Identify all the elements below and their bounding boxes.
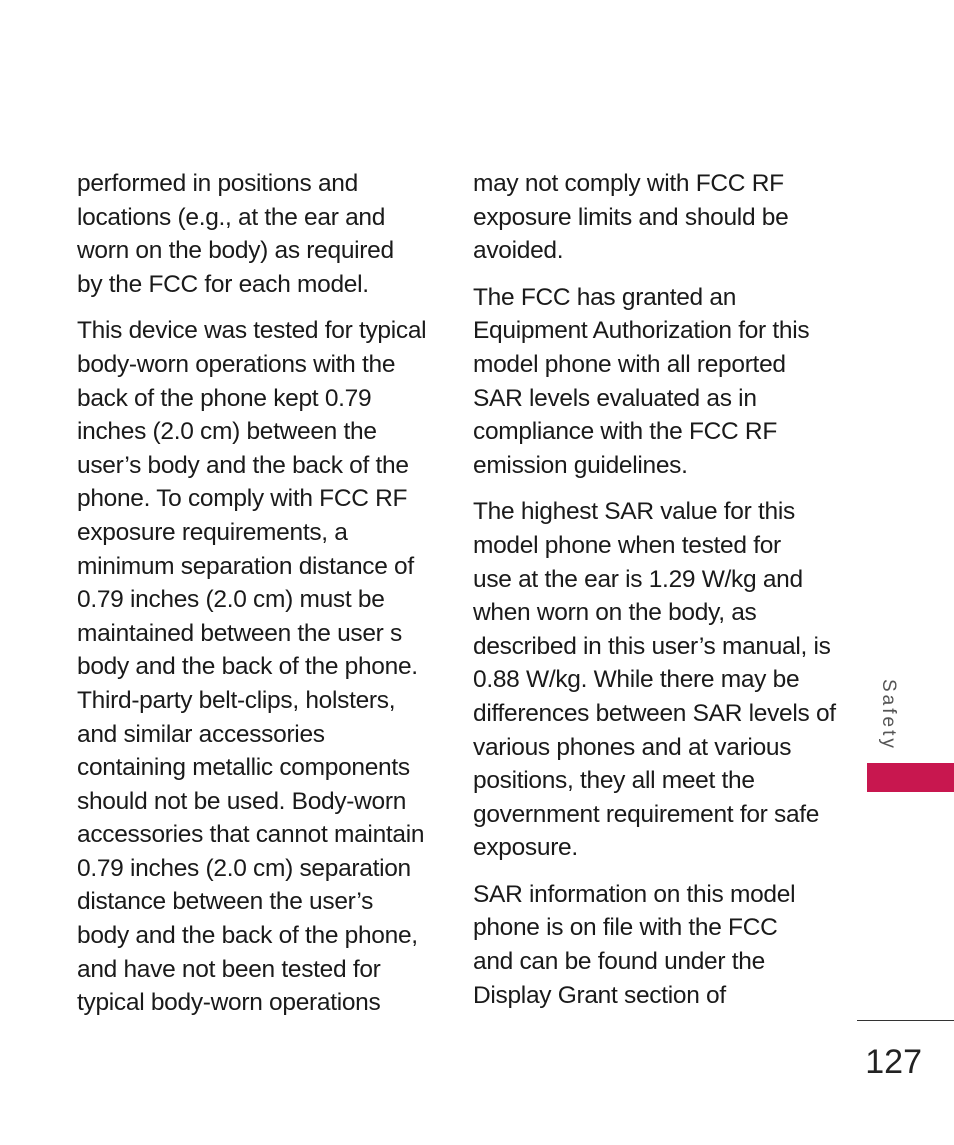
text-line: locations (e.g., at the ear and (77, 203, 386, 231)
text-line: back of the phone kept 0.79 (77, 384, 372, 412)
text-line: should not be used. Body-worn (77, 787, 407, 815)
paragraph (77, 314, 432, 1019)
section-label: Safety (878, 679, 899, 751)
page-number: 127 (865, 1043, 922, 1081)
text-line: maintained between the user s (77, 619, 402, 647)
text-line: exposure. (473, 834, 578, 862)
text-line: performed in positions and (77, 170, 358, 197)
left-column (77, 167, 432, 1033)
text-line: exposure limits and should be (473, 203, 789, 231)
text-line: emission guidelines. (473, 451, 688, 479)
paragraph (473, 281, 828, 483)
section-tab-marker (867, 763, 954, 792)
text-line: 0.88 W/kg. While there may be (473, 666, 800, 694)
text-line: The highest SAR value for this (473, 498, 795, 526)
right-column (473, 167, 836, 1025)
text-line: avoided. (473, 237, 564, 265)
text-line: SAR levels evaluated as in (473, 384, 757, 412)
text-line: worn on the body) as required (77, 237, 394, 265)
text-line: Third-party belt-clips, holsters, (77, 686, 396, 714)
paragraph (473, 878, 828, 1012)
text-line: typical body-worn operations (77, 989, 381, 1017)
text-line: described in this user’s manual, is (473, 632, 831, 660)
text-line: phone. To comply with FCC RF (77, 485, 408, 513)
text-line: body and the back of the phone. (77, 653, 418, 681)
text-line: exposure requirements, a (77, 518, 348, 546)
text-line: and have not been tested for (77, 955, 381, 983)
text-line: accessories that cannot maintain (77, 821, 425, 849)
paragraph (473, 495, 836, 865)
text-line: model phone when tested for (473, 531, 781, 559)
text-line: may not comply with FCC RF (473, 170, 784, 197)
text-line: body and the back of the phone, (77, 922, 418, 950)
text-line: positions, they all meet the (473, 767, 755, 795)
text-line: differences between SAR levels of (473, 699, 836, 727)
text-line: minimum separation distance of (77, 552, 414, 580)
text-line: Equipment Authorization for this (473, 317, 810, 345)
text-line: by the FCC for each model. (77, 270, 369, 298)
text-line: various phones and at various (473, 733, 792, 761)
text-line: government requirement for safe (473, 800, 820, 828)
text-line: and similar accessories (77, 720, 325, 748)
text-line: This device was tested for typical (77, 317, 427, 345)
paragraph (473, 167, 828, 268)
text-line: Display Grant section of (473, 981, 726, 1009)
text-line: use at the ear is 1.29 W/kg and (473, 565, 803, 593)
text-line: compliance with the FCC RF (473, 418, 777, 446)
text-line: 0.79 inches (2.0 cm) separation (77, 854, 411, 882)
footer-divider (857, 1020, 954, 1021)
text-line: containing metallic components (77, 754, 410, 782)
text-line: user’s body and the back of the (77, 451, 409, 479)
paragraph (77, 167, 432, 301)
text-line: distance between the user’s (77, 888, 374, 916)
text-line: and can be found under the (473, 948, 765, 976)
text-line: inches (2.0 cm) between the (77, 418, 377, 446)
text-line: 0.79 inches (2.0 cm) must be (77, 586, 385, 614)
text-line: SAR information on this model (473, 880, 796, 908)
text-line: model phone with all reported (473, 350, 786, 378)
text-line: The FCC has granted an (473, 283, 737, 311)
text-line: body-worn operations with the (77, 350, 396, 378)
text-line: when worn on the body, as (473, 599, 757, 627)
text-line: phone is on file with the FCC (473, 914, 778, 942)
